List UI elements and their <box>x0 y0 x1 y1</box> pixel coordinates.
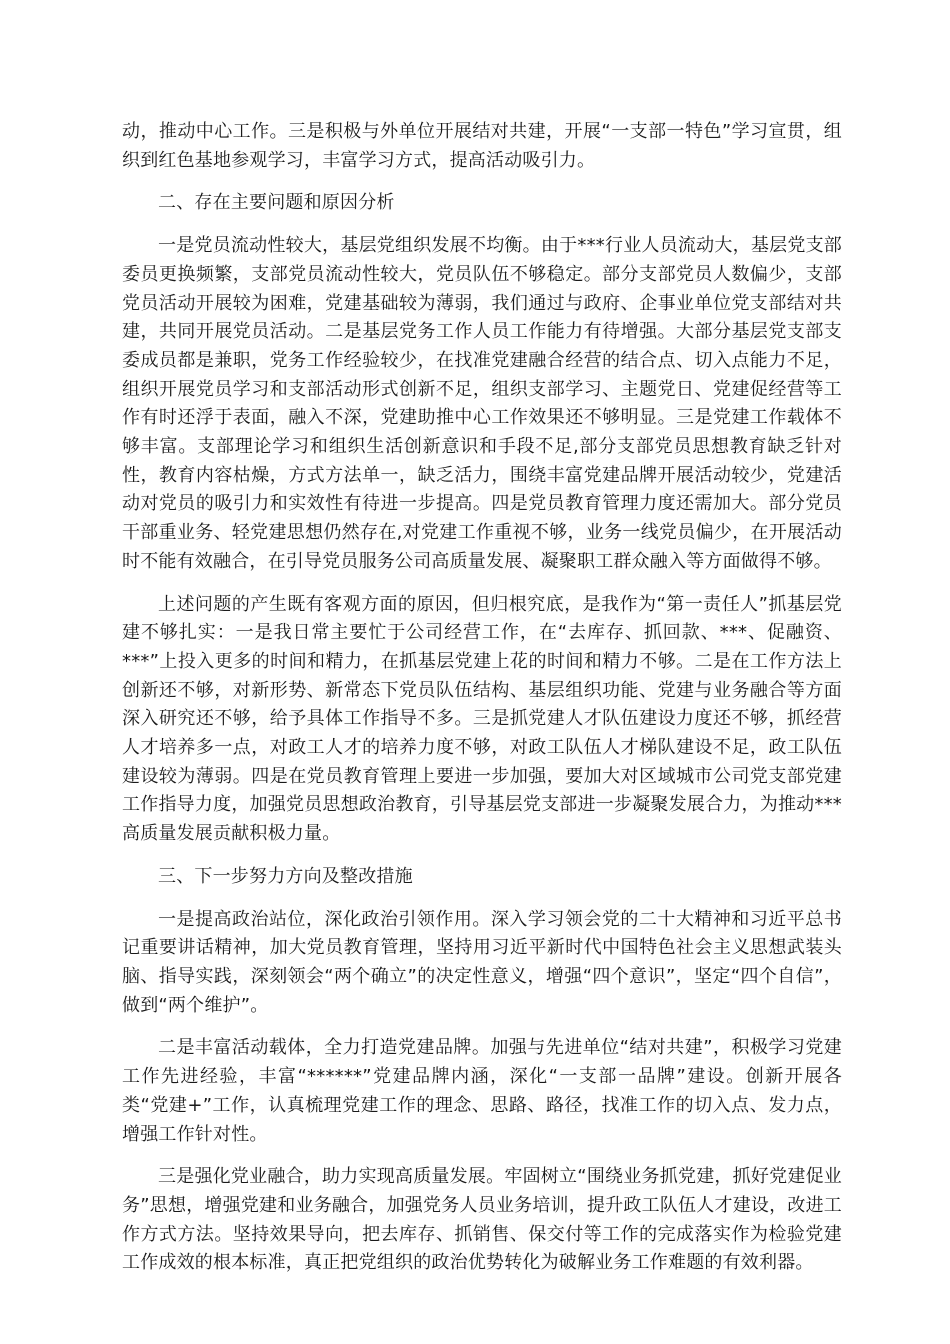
paragraph-measure-1: 一是提高政治站位，深化政治引领作用。深入学习领会党的二十大精神和习近平总书记重要讲话精神，加大党员教育管理，坚持用习近平新时代中国特色社会主义思想武装头脑、指导实践，深刻领会“两个确立”的决定性意义，增强“四个意识”，坚定“四个自信”，做到“两个维护”。 <box>122 908 842 1016</box>
document-page <box>122 118 842 1292</box>
paragraph-causes: 上述问题的产生既有客观方面的原因，但归根究底，是我作为“第一责任人”抓基层党建不够扎实：一是我日常主要忙于公司经营工作，在“去库存、抓回款、***、促融资、***”上投入更多的时间和精力，在抓基层党建上花的时间和精力不够。二是在工作方法上创新还不够，对新形势、新常态下党员队伍结构、基层组织功能、党建与业务融合等方面深入研究还不够，给予具体工作指导不多。三是抓党建人才队伍建设力度还不够，抓经营人才培养多一点，对政工人才的培养力度不够，对政工队伍人才梯队建设不足，政工队伍建设较为薄弱。四是在党员教育管理上要进一步加强，要加大对区域城市公司党支部党建工作指导力度，加强党员思想政治教育，引导基层党支部进一步凝聚发展合力，为推动***高质量发展贡献积极力量。 <box>122 593 842 845</box>
paragraph-measure-2: 二是丰富活动载体，全力打造党建品牌。加强与先进单位“结对共建”，积极学习党建工作先进经验，丰富“******”党建品牌内涵，深化“一支部一品牌”建设。创新开展各类“党建+”工作，认真梳理党建工作的理念、思路、路径，找准工作的切入点、发力点，增强工作针对性。 <box>122 1037 842 1145</box>
paragraph-continuation: 动，推动中心工作。三是积极与外单位开展结对共建，开展“一支部一特色”学习宣贯，组织到红色基地参观学习，丰富学习方式，提高活动吸引力。 <box>122 121 842 171</box>
paragraph-measure-3: 三是强化党业融合，助力实现高质量发展。牢固树立“围绕业务抓党建，抓好党建促业务”思想，增强党建和业务融合，加强党务人员业务培训，提升政工队伍人才建设，改进工作方式方法。坚持效果导向，把去库存、抓销售、保交付等工作的完成落实作为检验党建工作成效的根本标准，真正把党组织的政治优势转化为破解业务工作难题的有效利器。 <box>122 1166 842 1274</box>
paragraph-problems: 一是党员流动性较大，基层党组织发展不均衡。由于***行业人员流动大，基层党支部委员更换频繁，支部党员流动性较大，党员队伍不够稳定。部分支部党员人数偏少，支部党员活动开展较为困难，党建基础较为薄弱，我们通过与政府、企事业单位党支部结对共建，共同开展党员活动。二是基层党务工作人员工作能力有待增强。大部分基层党支部支委成员都是兼职，党务工作经验较少，在找准党建融合经营的结合点、切入点能力不足，组织开展党员学习和支部活动形式创新不足，组织支部学习、主题党日、党建促经营等工作有时还浮于表面，融入不深，党建助推中心工作效果还不够明显。三是党建工作载体不够丰富。支部理论学习和组织生活创新意识和手段不足,部分支部党员思想教育缺乏针对性，教育内容枯燥，方式方法单一，缺乏活力，围绕丰富党建品牌开展活动较少，党建活动对党员的吸引力和实效性有待进一步提高。四是党员教育管理力度还需加大。部分党员干部重业务、轻党建思想仍然存在,对党建工作重视不够，业务一线党员偏少，在开展活动时不能有效融合，在引导党员服务公司高质量发展、凝聚职工群众融入等方面做得不够。 <box>122 235 842 572</box>
section-heading-measures: 三、下一步努力方向及整改措施 <box>158 865 413 887</box>
section-heading-problems: 二、存在主要问题和原因分析 <box>158 192 395 214</box>
